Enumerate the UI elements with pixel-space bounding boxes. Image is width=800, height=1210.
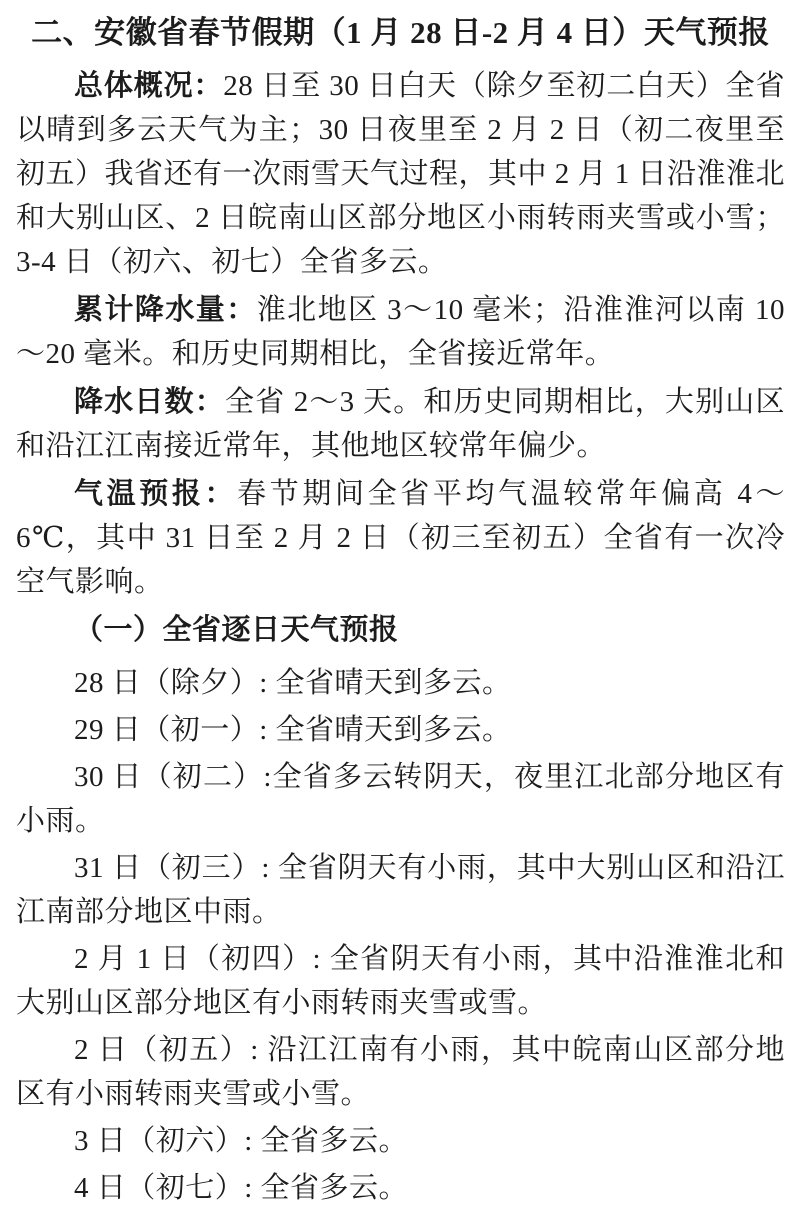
daily-forecast-feb2: 2 日（初五）: 沿江江南有小雨，其中皖南山区部分地区有小雨转雨夹雪或小雪。 [16,1034,785,1110]
daily-forecast-jan30: 30 日（初二）:全省多云转阴天，夜里江北部分地区有小雨。 [16,761,785,837]
daily-forecast-jan31: 31 日（初三）: 全省阴天有小雨，其中大别山区和沿江江南部分地区中雨。 [16,852,785,928]
paragraph-temperature-forecast [16,472,785,604]
paragraph-temperature-forecast-text: 春节期间全省平均气温较常年偏高 4～6℃，其中 31 日至 2 月 2 日（初三至初五）全省有一次冷空气影响。 [16,478,785,598]
daily-forecast-jan29: 29 日（初一）: 全省晴天到多云。 [74,714,512,746]
paragraph-precipitation-days-text: 全省 2～3 天。和历史同期相比，大别山区和沿江江南接近常年，其他地区较常年偏少。 [16,386,785,462]
paragraph-overview [16,64,785,284]
paragraph-precipitation-days-label: 降水日数： [74,386,225,418]
subsection-title: （一）全省逐日天气预报 [74,614,399,646]
paragraph-precipitation-amount-label: 累计降水量： [74,294,257,326]
daily-forecast-feb3: 3 日（初六）: 全省多云。 [74,1125,409,1157]
document-title: 二、安徽省春节假期（1 月 28 日-2 月 4 日）天气预报 [31,15,770,50]
paragraph-temperature-forecast-label: 气温预报： [74,478,238,510]
daily-forecast-feb1: 2 月 1 日（初四）: 全省阴天有小雨，其中沿淮淮北和大别山区部分地区有小雨转雨夹雪或雪。 [16,943,785,1019]
paragraph-precipitation-amount-text: 淮北地区 3～10 毫米；沿淮淮河以南 10～20 毫米。和历史同期相比，全省接近常年。 [16,294,785,370]
paragraph-precipitation-days [16,380,785,468]
daily-forecast-jan28: 28 日（除夕）: 全省晴天到多云。 [74,667,512,699]
paragraph-overview-label: 总体概况： [74,70,224,102]
daily-forecast-feb4: 4 日（初七）: 全省多云。 [74,1172,409,1204]
paragraph-precipitation-amount [16,288,785,376]
paragraph-overview-text: 28 日至 30 日白天（除夕至初二白天）全省以晴到多云天气为主；30 日夜里至 2 月 2 日（初二夜里至初五）我省还有一次雨雪天气过程，其中 2 月 1 日沿淮淮北和大别山区、2 日皖南山区部分地区小雨转雨夹雪或小雪；3-4 日（初六、初七）全省多云。 [16,70,786,278]
